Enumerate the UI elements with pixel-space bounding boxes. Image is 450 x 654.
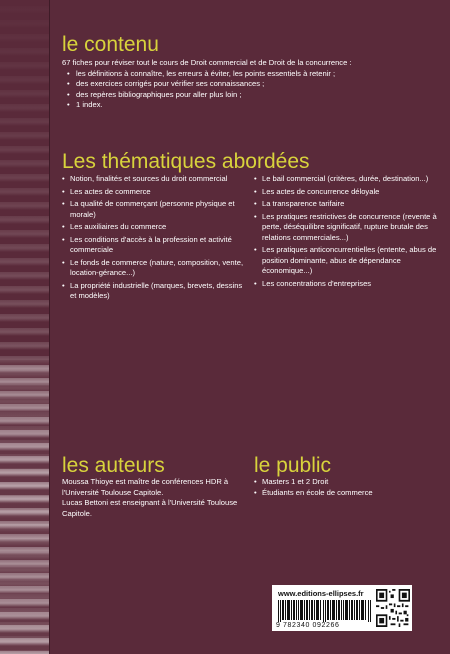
- public-list: [254, 477, 434, 498]
- list-item: • Les auxiliaires du commerce: [62, 222, 244, 233]
- list-item: • Les pratiques restrictives de concurrence (revente à perte, déséquilibre significatif, rupture brutale des relations commerciales...): [254, 212, 438, 244]
- auteurs-section: [62, 477, 242, 519]
- thematiques-right-column: [254, 174, 438, 291]
- list-item: • Les concentrations d'entreprises: [254, 279, 438, 290]
- barcode-icon: [278, 600, 372, 622]
- list-item: • La qualité de commerçant (personne physique et morale): [62, 199, 244, 220]
- list-item: • Étudiants en école de commerce: [254, 488, 434, 499]
- thematiques-right-list: [254, 174, 438, 289]
- contenu-list: [62, 69, 442, 111]
- public-title: le public: [254, 454, 332, 477]
- list-item: • Les actes de commerce: [62, 187, 244, 198]
- list-item: • Le fonds de commerce (nature, composition, vente, location-gérance...): [62, 258, 244, 279]
- thematiques-title: Les thématiques abordées: [62, 150, 310, 173]
- list-item: • Les conditions d'accès à la profession et activité commerciale: [62, 235, 244, 256]
- thematiques-left-list: [62, 174, 244, 302]
- list-item: • Les actes de concurrence déloyale: [254, 187, 438, 198]
- list-item: • des exercices corrigés pour vérifier ses connaissances ;: [62, 79, 442, 90]
- decorative-stripes-light: [0, 360, 49, 654]
- list-item: • Notion, finalités et sources du droit commercial: [62, 174, 244, 185]
- list-item: • Le bail commercial (critères, durée, destination...): [254, 174, 438, 185]
- contenu-intro: 67 fiches pour réviser tout le cours de Droit commercial et de Droit de la concurrence :: [62, 58, 352, 67]
- isbn-number: 9 782340 092266: [276, 622, 340, 629]
- list-item: • Les pratiques anticoncurrentielles (entente, abus de position dominante, abus de dépendance économique...): [254, 245, 438, 277]
- list-item: • les définitions à connaître, les erreurs à éviter, les points essentiels à retenir ;: [62, 69, 442, 80]
- list-item: • Masters 1 et 2 Droit: [254, 477, 434, 488]
- thematiques-left-column: [62, 174, 244, 304]
- list-item: • La propriété industrielle (marques, brevets, dessins et modèles): [62, 281, 244, 302]
- barcode-box: [272, 585, 412, 631]
- public-section: [254, 477, 434, 498]
- auteurs-text-1: Moussa Thioye est maître de conférences HDR à l'Université Toulouse Capitole.: [62, 477, 229, 497]
- auteurs-title: les auteurs: [62, 454, 165, 477]
- list-item: • 1 index.: [62, 100, 442, 111]
- auteurs-text-2: Lucas Bettoni est enseignant à l'Université Toulouse Capitole.: [62, 498, 238, 518]
- list-item: • La transparence tarifaire: [254, 199, 438, 210]
- contenu-title: le contenu: [62, 33, 159, 56]
- qr-code-icon: [376, 589, 410, 627]
- publisher-url: www.editions-ellipses.fr: [278, 589, 364, 598]
- list-item: • des repères bibliographiques pour aller plus loin ;: [62, 90, 442, 101]
- divider-line: [49, 0, 50, 654]
- contenu-section: [62, 58, 442, 111]
